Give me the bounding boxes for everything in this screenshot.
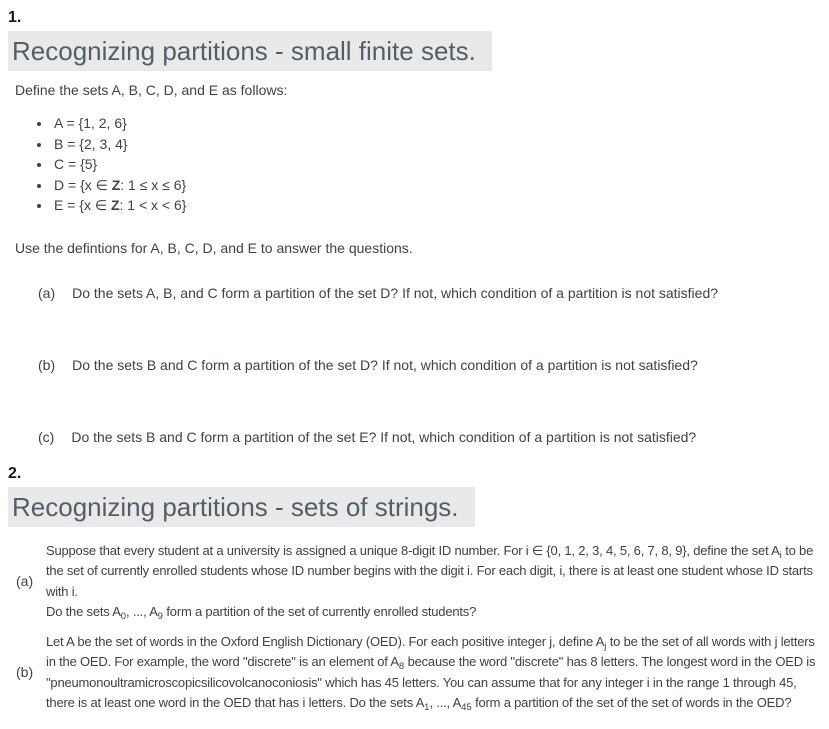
problem-1-number: 1.: [8, 9, 22, 26]
problem-2: [0, 464, 829, 714]
problem-2-part-a: [16, 541, 829, 623]
set-definitions-list: [0, 113, 829, 216]
question-b-label: (b): [38, 356, 56, 373]
subscript-i: i: [779, 549, 782, 561]
subscript-45: 45: [461, 702, 472, 713]
question-c-label: (c): [38, 428, 55, 445]
part-a-question: Do the sets $A_0$, ..., $A_9$ form a partition of the set of currently enrolled students?: [46, 604, 477, 622]
question-a-label: (a): [38, 284, 56, 301]
part-a-text: [46, 541, 829, 623]
question-c-text: Do the sets B and C form a partition of the set E? If not, which condition of a partition is not satisfied?: [71, 428, 697, 445]
problem-2-part-b: [16, 632, 829, 714]
integers-symbol: Z: [110, 197, 120, 213]
question-b: [38, 355, 819, 376]
set-definition-item-c: [52, 154, 829, 175]
set-definition-item-a: [52, 113, 829, 134]
worksheet-page: [0, 8, 829, 714]
problem-2-title: Recognizing partitions - sets of strings.: [8, 487, 475, 527]
part-a-label: (a): [16, 573, 34, 590]
set-definition-item-d: • D = {x ∈ Z: 1 ≤ x ≤ 6}: [52, 175, 829, 196]
question-a: [38, 283, 819, 304]
set-b-text: B = {2, 3, 4}: [54, 135, 128, 152]
problem-1: [0, 8, 829, 448]
subscript-8: 8: [398, 661, 405, 672]
subscript-1: 1: [424, 702, 430, 713]
set-c-text: C = {5}: [54, 156, 98, 172]
set-definition-item-e: • E = {x ∈ Z: 1 < x < 6}: [52, 195, 829, 216]
set-definition-item-b: [52, 134, 829, 155]
problem-1-heading-wrap: [8, 31, 829, 71]
subscript-9: 9: [157, 611, 163, 622]
subscript-0: 0: [120, 611, 127, 622]
problem-1-intro: Define the sets A, B, C, D, and E as follows:: [15, 82, 288, 98]
part-b-text: [46, 632, 829, 714]
part-b-label: (b): [16, 664, 34, 681]
problem-2-heading-wrap: [8, 487, 829, 527]
set-d-text: D = {x ∈: [54, 176, 112, 193]
set-a-text: A = {1, 2, 6}: [54, 115, 127, 131]
part-a-paragraph: Suppose that every student at a university is assigned a unique 8-digit ID number. For i ∈ {0, 1, 2, 3, 4, 5, 6, 7, 8, 9}, define the set $A_i$ to be the set of currently enrolled students whose ID number begins with the digit i. For each digit, i, there is at least one student whose ID starts with i.: [46, 542, 814, 599]
problem-2-number: 2.: [8, 464, 22, 482]
problem-1-instructions: Use the defintions for A, B, C, D, and E to answer the questions.: [15, 239, 413, 256]
integers-symbol: Z: [111, 176, 121, 193]
question-b-text: Do the sets B and C form a partition of the set D? If not, which condition of a partition is not satisfied?: [72, 356, 698, 373]
question-c: [38, 427, 819, 448]
set-e-text: E = {x ∈: [54, 197, 111, 213]
subscript-j: j: [604, 640, 607, 652]
question-a-text: Do the sets A, B, and C form a partition of the set D? If not, which condition of a partition is not satisfied?: [72, 284, 719, 301]
problem-1-title: Recognizing partitions - small finite sets.: [8, 31, 492, 71]
part-b-paragraph: Let A be the set of words in the Oxford English Dictionary (OED). For each positive integer j, define $A_j$ to be the set of all words with j letters in the OED. For example, the word "discrete" is an element of $A_8$ because the word "discrete" has 8 letters. The longest word in the OED is "pneumonoultramicroscopicsilicovolcanoconiosis" which has 45 letters. You can assume that for any integer i in the range 1 through 45, there is at least one word in the OED that has i letters. Do the sets $A_1$, ..., $A_{45}$ form a partition of the set of the set of words in the OED?: [46, 633, 816, 713]
